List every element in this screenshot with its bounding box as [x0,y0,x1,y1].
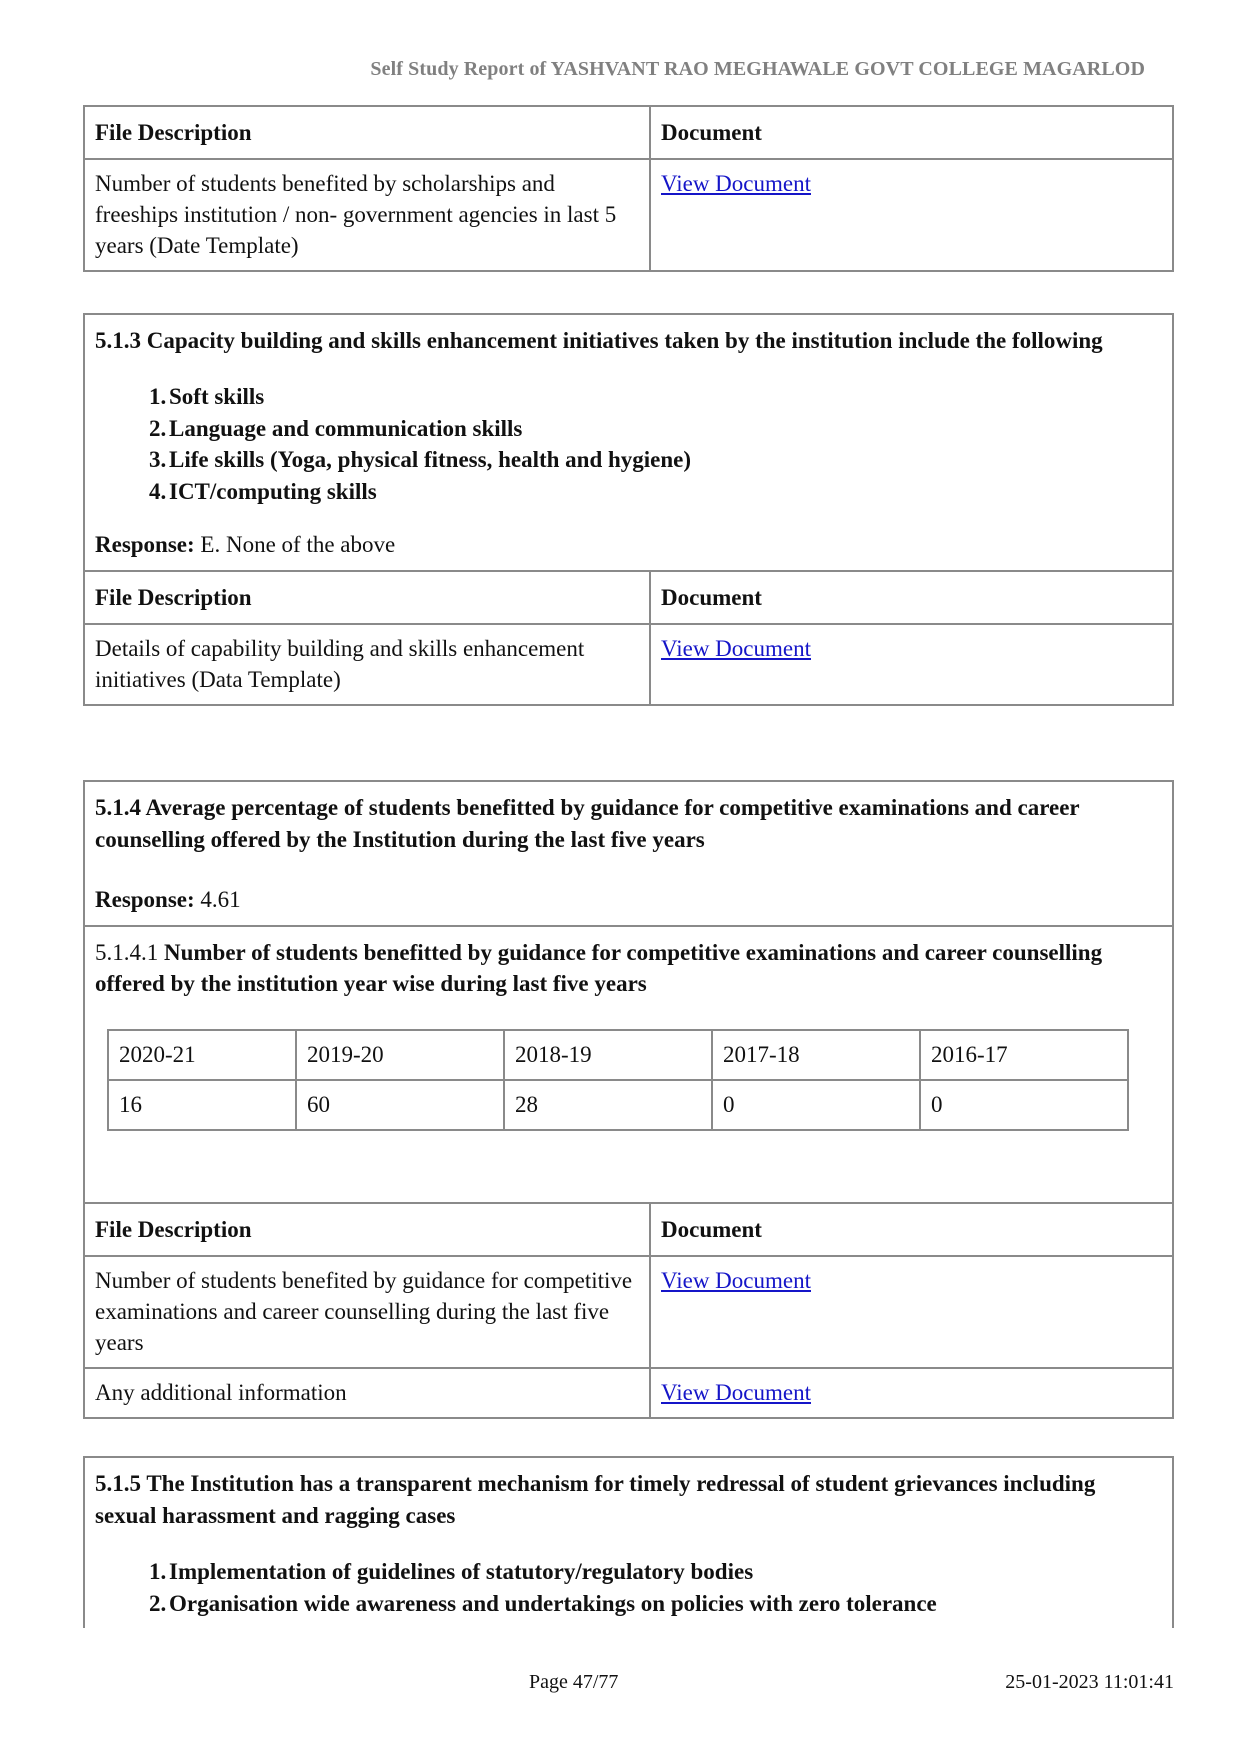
file-description: Number of students benefited by guidance for competitive examinations and career counselling during the last five years [84,1256,650,1368]
response-value: E. None of the above [200,532,396,557]
table-row [84,159,1173,271]
sub-metric-title [95,937,1162,999]
file-description: Any additional information [84,1368,650,1418]
table-row [84,1256,1173,1368]
file-description: Details of capability building and skills enhancement initiatives (Data Template) [84,624,650,705]
document-cell [650,1256,1173,1368]
value-cell: 16 [108,1080,296,1130]
year-wise-table [107,1029,1129,1131]
document-cell [650,624,1173,705]
view-document-link[interactable]: View Document [661,171,811,196]
criteria-item: 4. ICT/computing skills [149,478,377,504]
metric-5-1-3-body [85,315,1172,570]
year-cell: 2016-17 [920,1030,1128,1080]
value-cell: 28 [504,1080,712,1130]
column-header-file-description: File Description [84,571,650,624]
response-label: Response: [95,532,195,557]
metric-5-1-4-body [85,782,1172,925]
metric-5-1-3 [83,313,1174,706]
document-cell [650,159,1173,271]
criteria-list [95,381,1162,507]
metric-5-1-4 [83,780,1174,1419]
column-header-document: Document [650,1203,1173,1256]
metric-title: 5.1.4 Average percentage of students benefitted by guidance for competitive examinations and career counselling offered by the Institution during the last five years [95,795,1080,852]
criteria-item: 2. Organisation wide awareness and undertakings on policies with zero tolerance [149,1590,937,1616]
sub-metric-5-1-4-1 [85,925,1172,1202]
view-document-link[interactable]: View Document [661,636,811,661]
response [95,884,1162,916]
sub-metric-text: Number of students benefitted by guidance for competitive examinations and career counselling offered by the institution year wise during last five years [95,940,1103,996]
column-header-document: Document [650,106,1173,159]
year-cell: 2017-18 [712,1030,920,1080]
document-cell [650,1368,1173,1418]
view-document-link[interactable]: View Document [661,1268,811,1293]
sub-metric-number: 5.1.4.1 [95,940,159,965]
page-number: Page 47/77 [529,1671,619,1693]
year-cell: 2020-21 [108,1030,296,1080]
value-row [108,1080,1128,1130]
value-cell: 0 [712,1080,920,1130]
metric-title: 5.1.3 Capacity building and skills enhancement initiatives taken by the institution include the following [95,328,1103,353]
column-header-file-description: File Description [84,1203,650,1256]
metric-5-1-5 [83,1456,1174,1628]
column-header-file-description: File Description [84,106,650,159]
table-row [84,1368,1173,1418]
table-header-row [84,571,1173,624]
generated-datetime: 25-01-2023 11:01:41 [1005,1671,1174,1693]
criteria-item: 3. Life skills (Yoga, physical fitness, health and hygiene) [149,447,692,472]
criteria-item: 2. Language and communication skills [149,415,523,441]
criteria-item: 1. Implementation of guidelines of statutory/regulatory bodies [149,1559,754,1584]
value-cell: 0 [920,1080,1128,1130]
view-document-link[interactable]: View Document [661,1380,811,1405]
year-cell: 2019-20 [296,1030,504,1080]
metric-title: 5.1.5 The Institution has a transparent mechanism for timely redressal of student grievances including sexual harassment and ragging cases [95,1471,1096,1528]
column-header-document: Document [650,571,1173,624]
value-cell: 60 [296,1080,504,1130]
response-value: 4.61 [200,887,241,912]
year-header-row [108,1030,1128,1080]
metric-5-1-5-body [85,1458,1172,1628]
table-header-row [84,1203,1173,1256]
response [95,529,1162,561]
table-header-row [84,106,1173,159]
criteria-item: 1. Soft skills [149,384,265,409]
file-description: Number of students benefited by scholarships and freeships institution / non- government agencies in last 5 years (Date Template) [84,159,650,271]
response-label: Response: [95,887,195,912]
table-row [84,624,1173,705]
file-table-scholarships [83,105,1174,272]
report-header: Self Study Report of YASHVANT RAO MEGHAWALE GOVT COLLEGE MAGARLOD [370,58,1145,80]
year-cell: 2018-19 [504,1030,712,1080]
criteria-list [95,1556,1162,1619]
